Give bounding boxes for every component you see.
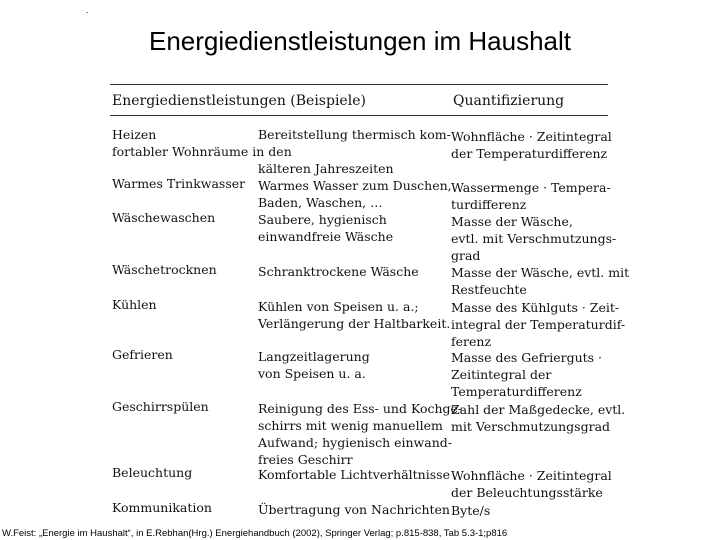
source-citation: W.Feist: „Energie im Haushalt“, in E.Rebhan(Hrg.) Energiehandbuch (2002), Springer Verlag; p.815-838, Tab 5.3-1;p816	[2, 528, 508, 539]
row-gefrieren-category: Gefrieren	[112, 347, 173, 362]
row-heizen-quant: Wohnfläche · Zeitintegral der Temperaturdifferenz	[451, 129, 612, 161]
row-trocknen-quant: Masse der Wäsche, evtl. mit Restfeuchte	[451, 265, 630, 297]
row-beleuchtung-service: Komfortable Lichtverhältnisse	[258, 467, 450, 482]
row-heizen-service: Bereitstellung thermisch kom- kälteren Jahreszeiten	[258, 127, 451, 176]
row-kuehlen-service: Kühlen von Speisen u. a.; Verlängerung der Haltbarkeit.	[258, 299, 451, 331]
row-kuehlen-category: Kühlen	[112, 297, 157, 312]
header-energy-services: Energiedienstleistungen (Beispiele)	[112, 93, 366, 109]
row-kommunikation-service: Übertragung von Nachrichten	[258, 502, 450, 517]
slide-title: Energiedienstleistungen im Haushalt	[148, 26, 572, 56]
row-trinkwasser-quant: Wassermenge · Tempera- turdifferenz	[451, 180, 611, 212]
row-gefrieren-quant: Masse des Gefrierguts · Zeitintegral der Temperaturdifferenz	[451, 350, 603, 399]
row-waschen-quant: Masse der Wäsche, evtl. mit Verschmutzungs- grad	[451, 214, 617, 263]
row-waschen-service: Saubere, hygienisch einwandfreie Wäsche	[258, 212, 394, 244]
speck-mark	[86, 12, 88, 13]
row-trinkwasser-service: Warmes Wasser zum Duschen, Baden, Waschen, …	[258, 178, 452, 210]
row-trocknen-category: Wäschetrocknen	[112, 262, 217, 277]
row-beleuchtung-quant: Wohnfläche · Zeitintegral der Beleuchtungsstärke	[451, 468, 612, 500]
row-waschen-category: Wäschewaschen	[112, 210, 216, 225]
table-top-rule	[110, 84, 608, 85]
row-kommunikation-category: Kommunikation	[112, 500, 212, 515]
row-kommunikation-quant: Byte/s	[451, 503, 491, 518]
table-header-rule	[110, 115, 608, 116]
row-geschirr-category: Geschirrspülen	[112, 399, 209, 414]
row-beleuchtung-category: Beleuchtung	[112, 465, 193, 480]
header-quantification: Quantifizierung	[453, 93, 565, 109]
row-geschirr-service: Reinigung des Ess- und Kochge- schirrs mit wenig manuellem Aufwand; hygienisch einwand- freies Geschirr	[258, 401, 463, 467]
row-gefrieren-service: Langzeitlagerung von Speisen u. a.	[258, 349, 370, 381]
row-heizen-category: Heizen fortabler Wohnräume in den	[112, 127, 292, 159]
row-geschirr-quant: Zahl der Maßgedecke, evtl. mit Verschmutzungsgrad	[451, 402, 626, 434]
row-kuehlen-quant: Masse des Kühlguts · Zeit- integral der Temperaturdif- ferenz	[451, 300, 626, 349]
row-trinkwasser-category: Warmes Trinkwasser	[112, 176, 246, 191]
row-trocknen-service: Schranktrockene Wäsche	[258, 264, 419, 279]
